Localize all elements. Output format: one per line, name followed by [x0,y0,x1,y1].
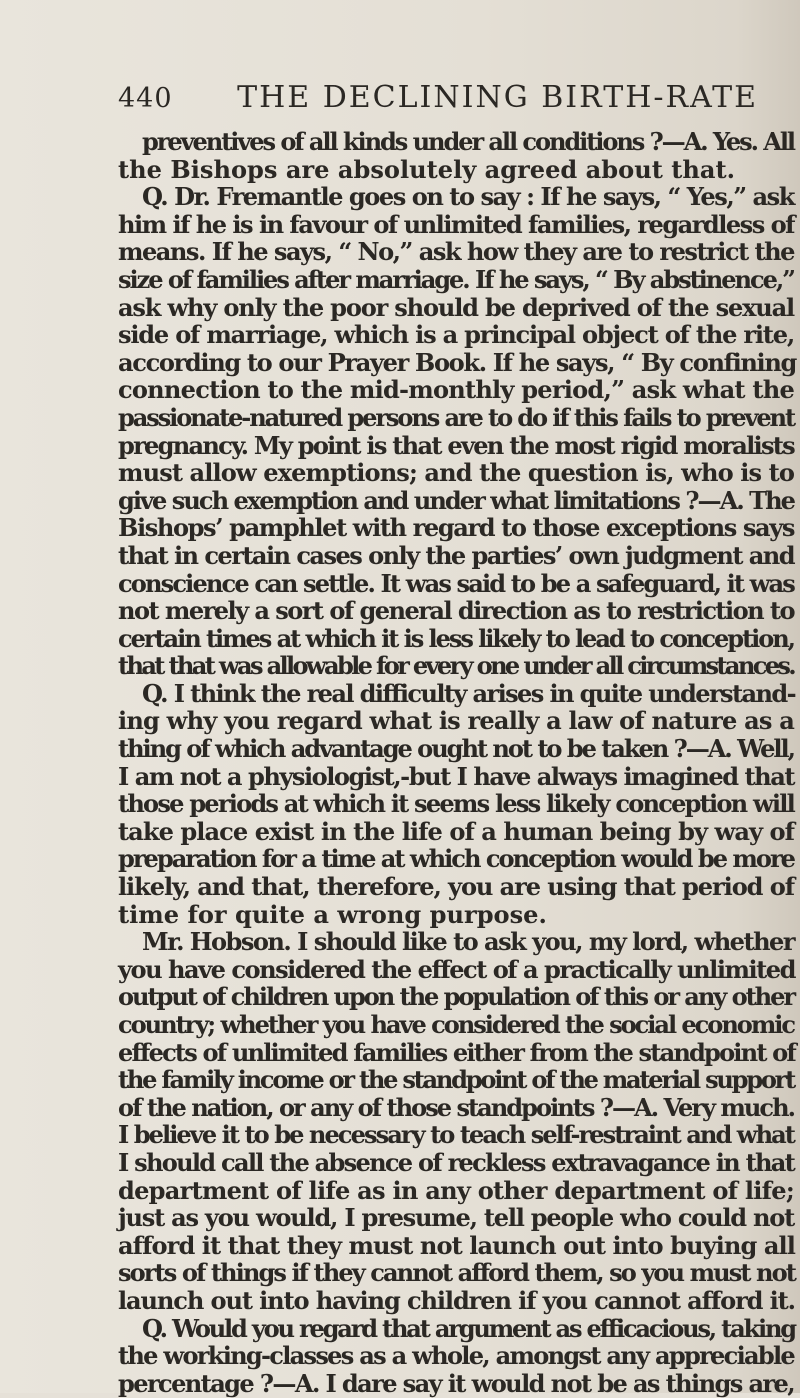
text-line: side of marriage, which is a principal object of the rite, [118,320,794,350]
text-line: passionate-natured persons are to do if this fails to prevent [118,402,794,432]
text-line: not merely a sort of general direction as to restriction to [118,596,794,626]
running-title: THE DECLINING BIRTH-RATE [237,80,759,115]
text-line: percentage ?—A. I dare say it would not be as things are, [118,1368,794,1398]
text-line: take place exist in the life of a human being by way of [118,816,794,846]
text-line: conscience can settle. It was said to be a safeguard, it was [118,568,794,598]
text-line: I should call the absence of reckless extravagance in that [118,1147,794,1177]
text-line: time for quite a wrong purpose. [118,899,547,929]
text-line: Mr. Hobson. I should like to ask you, my lord, whether [142,927,794,957]
text-line: that in certain cases only the parties’ own judgment and [118,540,794,570]
text-line: certain times at which it is less likely to lead to conception, [118,623,794,653]
text-line: sorts of things if they cannot afford them, so you must not [118,1258,795,1288]
text-line: give such exemption and under what limitations ?—A. The [118,485,794,515]
text-line: him if he is in favour of unlimited families, regardless of [118,209,794,239]
text-line: those periods at which it seems less likely conception will [118,789,794,819]
text-line: Bishops’ pamphlet with regard to those exceptions says [118,513,794,543]
text-line: the family income or the standpoint of the material support [118,1065,794,1095]
page-number: 440 [118,83,173,114]
text-line: afford it that they must not launch out into buying all [118,1230,795,1260]
text-line: ask why only the poor should be deprived of the sexual [118,292,794,322]
text-line: preventives of all kinds under all conditions ?—A. Yes. All [142,127,794,156]
text-line: ing why you regard what is really a law of nature as a [118,706,794,736]
text-line: preparation for a time at which conception would be more [118,844,794,874]
text-line: according to our Prayer Book. If he says, “ By confining [118,347,796,377]
body-text [118,128,794,1397]
text-line: Q. Dr. Fremantle goes on to say : If he says, “ Yes,” ask [142,182,794,212]
text-line: Q. Would you regard that argument as efficacious, taking [142,1313,795,1343]
text-line: size of families after marriage. If he says, “ By abstinence,” [118,264,794,294]
text-line: department of life as in any other department of life; [118,1175,794,1205]
text-line: Q. I think the real difficulty arises in quite understand- [142,678,795,708]
text-line: likely, and that, therefore, you are using that period of [118,872,794,902]
text-line: output of children upon the population of this or any other [118,982,794,1012]
text-line: thing of which advantage ought not to be taken ?—A. Well, [118,734,794,764]
text-line: pregnancy. My point is that even the most rigid moralists [118,430,794,460]
text-line: I believe it to be necessary to teach self-restraint and what [118,1120,794,1150]
text-line: country; whether you have considered the social economic [118,1010,794,1039]
text-line: the Bishops are absolutely agreed about that. [118,154,736,184]
text-line: just as you would, I presume, tell people who could not [118,1203,794,1233]
text-line: effects of unlimited families either from the standpoint of [118,1037,795,1067]
running-header [118,80,759,115]
text-line: connection to the mid-monthly period,” ask what the [118,375,794,405]
text-line: I am not a physiologist,-but I have always imagined that [118,761,794,791]
text-line: you have considered the effect of a practically unlimited [118,954,795,984]
text-line: must allow exemptions; and the question is, who is to [118,458,794,488]
text-line: the working-classes as a whole, amongst any appreciable [118,1341,794,1371]
text-line: means. If he says, “ No,” ask how they are to restrict the [118,237,794,267]
text-line: that that was allowable for every one under all circumstances. [118,651,794,681]
text-line: of the nation, or any of those standpoints ?—A. Very much. [118,1092,794,1122]
text-line: launch out into having children if you cannot afford it. [118,1285,795,1315]
